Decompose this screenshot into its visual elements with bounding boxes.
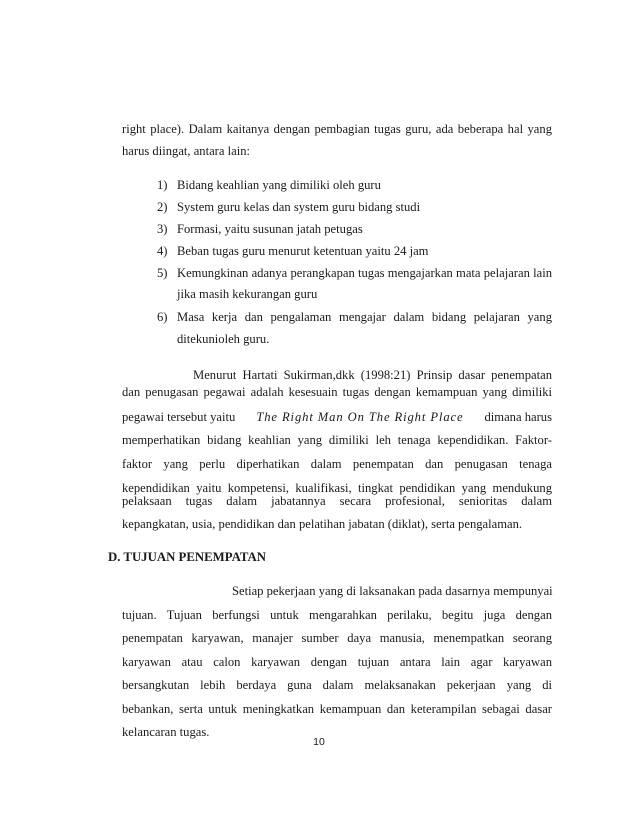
list-item: Formasi, yaitu susunan jatah petugas [177,222,363,236]
list-item: System guru kelas dan system guru bidang studi [177,200,421,214]
list-item-number: 1) [157,178,168,192]
section-heading: D. TUJUAN PENEMPATAN [108,550,266,564]
italic-phrase: The Right Man On The Right Place [256,410,464,424]
list-item-number: 6) [157,310,168,324]
paragraph-line: Menurut Hartati Sukirman,dkk (1998:21) Prinsip dasar penempatan [193,368,552,382]
paragraph-line: pelaksaan tugas dalam jabatannya secara profesional, senioritas dalam [122,494,552,508]
paragraph-line: kependidikan yaitu kompetensi, kualifikasi, tingkat pendidikan yang mendukung [122,481,552,495]
paragraph-line: bebankan, serta untuk meningkatkan kemampuan dan keterampilan sebagai dasar [122,702,552,716]
page-number: 10 [313,736,325,748]
intro-line-2: harus diingat, antara lain: [122,144,250,158]
paragraph-text: pegawai tersebut yaitu [122,410,236,424]
list-item-number: 2) [157,200,168,214]
list-item-number: 5) [157,266,168,280]
list-item-continuation: ditekunioleh guru. [177,332,270,346]
paragraph-line: kepangkatan, usia, pendidikan dan pelatihan jabatan (diklat), serta pengalaman. [122,517,523,531]
paragraph-line: memperhatikan bidang keahlian yang dimiliki leh tenaga kependidikan. Faktor- [122,433,552,447]
paragraph-line: karyawan atau calon karyawan dengan tujuan antara lain agar karyawan [122,655,552,669]
paragraph-line: bersangkutan lebih berdaya guna dalam melaksanakan pekerjaan yang di [122,678,552,692]
paragraph-line: dan penugasan pegawai adalah kesesuain tugas dengan kemampuan yang dimiliki [122,385,552,399]
paragraph-line-with-italic [122,409,552,425]
list-item: Beban tugas guru menurut ketentuan yaitu 24 jam [177,244,429,258]
list-item-continuation: jika masih kekurangan guru [177,287,318,301]
paragraph-line: penempatan karyawan, manajer sumber daya manusia, menempatkan seorang [122,631,552,645]
paragraph-line: kelancaran tugas. [122,725,210,739]
list-item-number: 3) [157,222,168,236]
intro-line-1: right place). Dalam kaitanya dengan pembagian tugas guru, ada beberapa hal yang [122,122,552,136]
paragraph-line: Setiap pekerjaan yang di laksanakan pada dasarnya mempunyai [232,584,553,598]
list-item: Bidang keahlian yang dimiliki oleh guru [177,178,381,192]
list-item: Masa kerja dan pengalaman mengajar dalam bidang pelajaran yang [177,310,552,324]
paragraph-line: faktor yang perlu diperhatikan dalam penempatan dan penugasan tenaga [122,457,552,471]
paragraph-line: tujuan. Tujuan berfungsi untuk mengarahkan perilaku, begitu juga dengan [122,608,552,622]
list-item: Kemungkinan adanya perangkapan tugas mengajarkan mata pelajaran lain [177,266,552,280]
list-item-number: 4) [157,244,168,258]
paragraph-text: dimana harus [484,410,552,424]
